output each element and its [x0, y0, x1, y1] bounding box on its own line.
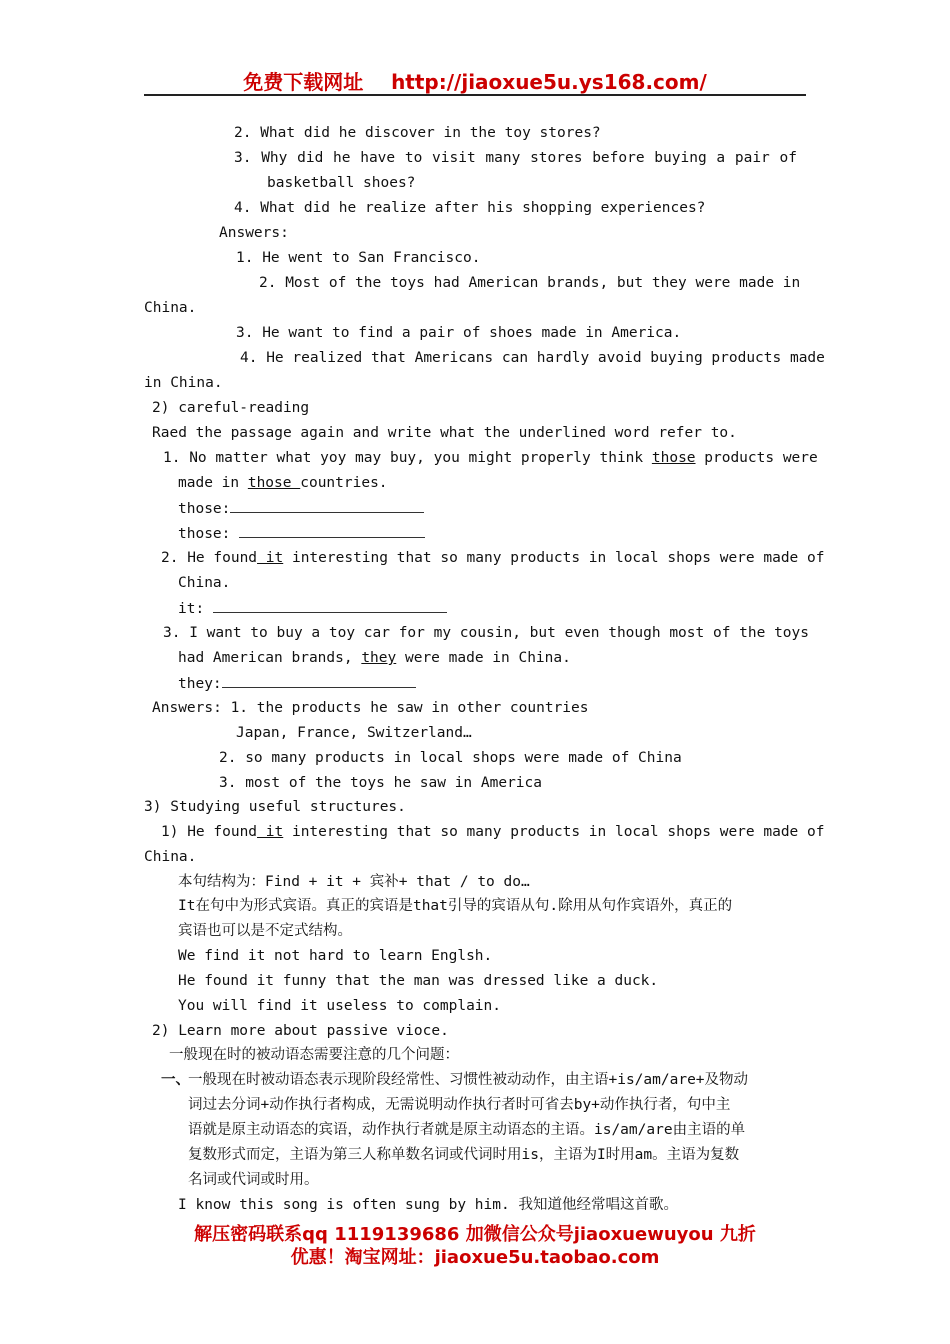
answer-2-line2: China. [144, 300, 197, 316]
exercise-1b-text: made in [178, 475, 248, 491]
it-note-line1: It在句中为形式宾语。真正的宾语是that引导的宾语从句.除用从句作宾语外，真正的 [178, 898, 733, 914]
answers2-1b: Japan, France, Switzerland… [236, 725, 472, 741]
exercise-3b-text-end: were made in China. [396, 650, 571, 666]
underlined-word-those-2: those [247, 475, 301, 491]
answer-2-line1: 2. Most of the toys had American brands, but they were made in [259, 275, 801, 291]
exercise-1-line2 [178, 473, 388, 493]
exercise-1-text-end: products were [695, 450, 818, 466]
example-sentence-1: We find it not hard to learn Englsh. [178, 948, 493, 964]
example-sentence-3: You will find it useless to complain. [178, 998, 502, 1014]
answers2-3: 3. most of the toys he saw in America [219, 775, 543, 791]
blank-line[interactable] [230, 498, 424, 513]
exercise-2-text-end: interesting that so many products in local shops were made of [283, 550, 825, 566]
header-title: 免费下载网址 [243, 70, 364, 94]
example-sentence-2: He found it funny that the man was dressed like a duck. [178, 973, 659, 989]
structure-1-text-end: interesting that so many products in local shops were made of [283, 824, 825, 840]
answers2-1: Answers: 1. the products he saw in other countries [152, 700, 589, 716]
blank-label: those: [178, 526, 240, 542]
underlined-word-it: it [257, 550, 284, 566]
exercise-1-line1 [163, 448, 818, 468]
answers2-2: 2. so many products in local shops were made of China [219, 750, 682, 766]
answer-4-line2: in China. [144, 375, 223, 391]
answer-blank-those-1[interactable] [178, 498, 424, 519]
it-note-line2: 宾语也可以是不定式结构。 [178, 923, 352, 939]
question-3-line1: 3. Why did he have to visit many stores before buying a pair of [234, 150, 797, 166]
header-divider [144, 94, 806, 96]
exercise-2-line2: China. [178, 575, 231, 591]
blank-line[interactable] [213, 598, 447, 613]
header-url[interactable]: http://jiaoxue5u.ys168.com/ [391, 70, 707, 94]
underlined-word-those: those [651, 450, 696, 466]
point-1-line5: 名词或代词或时用。 [188, 1172, 319, 1188]
blank-line[interactable] [239, 523, 425, 538]
structure-1-line2: China. [144, 849, 197, 865]
answer-3: 3. He want to find a pair of shoes made in America. [236, 325, 682, 341]
answer-4-line1: 4. He realized that Americans can hardly avoid buying products made [240, 350, 825, 366]
blank-label: they: [178, 676, 222, 692]
answer-blank-those-2[interactable] [178, 523, 425, 544]
exercise-1b-text-end: countries. [300, 475, 388, 491]
answer-blank-it[interactable] [178, 598, 447, 619]
careful-reading-heading: 2) careful-reading [152, 400, 310, 416]
footer-line2: 优惠！淘宝网址：jiaoxue5u.taobao.com [290, 1247, 660, 1268]
footer-line1: 解压密码联系qq 1119139686 加微信公众号jiaoxuewuyou 九折 [194, 1224, 756, 1245]
underlined-word-it-2: it [257, 824, 284, 840]
passive-heading: 2) Learn more about passive vioce. [152, 1023, 449, 1039]
underlined-word-they: they [361, 650, 397, 666]
point-1-line3: 语就是原主动语态的宾语，动作执行者就是原主动语态的主语。is/am/are由主语的单 [188, 1122, 746, 1138]
point-1-line1: 一般现在时被动语态表示现阶段经常性、习惯性被动动作，由主语+is/am/are+及物动 [188, 1072, 749, 1088]
careful-reading-instruction: Raed the passage again and write what the underlined word refer to. [152, 425, 737, 441]
structure-note: 本句结构为：Find + it + 宾补+ that / to do… [178, 874, 530, 890]
blank-line[interactable] [222, 673, 416, 688]
point-1-number: 一、 [161, 1072, 190, 1088]
structure-1-line1 [161, 822, 824, 842]
exercise-2-text: 2. He found [161, 550, 258, 566]
exercise-3-line1: 3. I want to buy a toy car for my cousin, but even though most of the toys [163, 625, 810, 641]
answer-blank-they[interactable] [178, 673, 416, 694]
answers-label: Answers: [219, 225, 289, 241]
question-2: 2. What did he discover in the toy stores? [234, 125, 601, 141]
exercise-2-line1 [161, 548, 824, 568]
point-1-line4: 复数形式而定，主语为第三人称单数名词或代词时用is，主语为I时用am。主语为复数 [188, 1147, 740, 1163]
passive-intro: 一般现在时的被动语态需要注意的几个问题： [169, 1047, 459, 1063]
page-header [0, 66, 950, 95]
exercise-1-text: 1. No matter what yoy may buy, you might properly think [163, 450, 652, 466]
structures-heading: 3) Studying useful structures. [144, 799, 406, 815]
exercise-3b-text: had American brands, [178, 650, 362, 666]
blank-label: it: [178, 601, 213, 617]
question-3-line2: basketball shoes? [267, 175, 416, 191]
answer-1: 1. He went to San Francisco. [236, 250, 481, 266]
passive-example: I know this song is often sung by him. 我知道他经常唱这首歌。 [178, 1197, 678, 1213]
point-1-line2: 词过去分词+动作执行者构成，无需说明动作执行者时可省去by+动作执行者，句中主 [188, 1097, 731, 1113]
structure-1-text: 1) He found [161, 824, 258, 840]
blank-label: those: [178, 501, 231, 517]
question-4: 4. What did he realize after his shopping experiences? [234, 200, 706, 216]
exercise-3-line2 [178, 648, 571, 668]
